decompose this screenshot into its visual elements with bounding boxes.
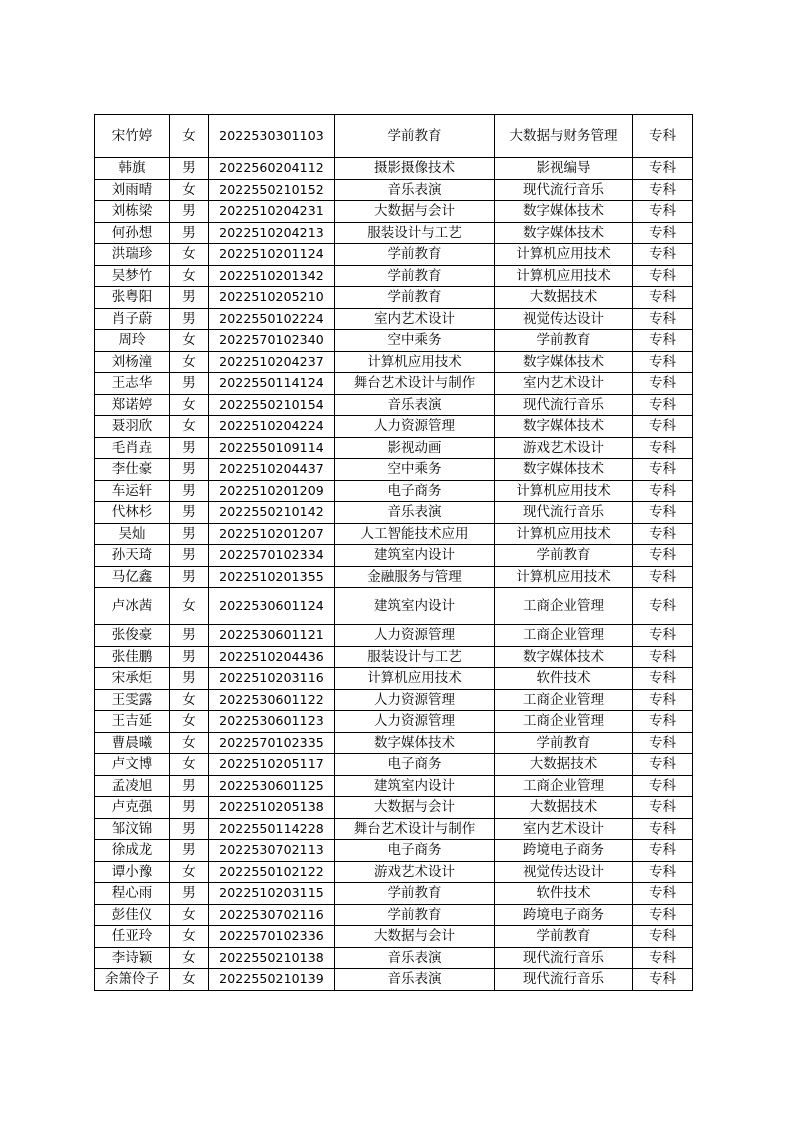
education-level-cell: 专科 [633,523,693,545]
gender-cell: 女 [170,711,209,733]
education-level-cell: 专科 [633,711,693,733]
student-name-cell: 徐成龙 [95,840,170,862]
student-id-cell: 2022530702113 [209,840,335,862]
education-level-cell: 专科 [633,115,693,158]
original-major-cell: 学前教育 [335,904,495,926]
student-id-cell: 2022530601124 [209,588,335,625]
education-level-cell: 专科 [633,646,693,668]
original-major-cell: 电子商务 [335,840,495,862]
student-name-cell: 周玲 [95,330,170,352]
gender-cell: 男 [170,883,209,905]
student-id-cell: 2022570102335 [209,732,335,754]
table-row [95,222,693,244]
student-name-cell: 孟凌旭 [95,775,170,797]
student-name-cell: 卢冰茜 [95,588,170,625]
new-major-cell: 大数据技术 [495,754,633,776]
new-major-cell: 室内艺术设计 [495,818,633,840]
original-major-cell: 人力资源管理 [335,625,495,647]
student-id-cell: 2022530601125 [209,775,335,797]
education-level-cell: 专科 [633,947,693,969]
education-level-cell: 专科 [633,308,693,330]
original-major-cell: 服装设计与工艺 [335,222,495,244]
new-major-cell: 计算机应用技术 [495,523,633,545]
new-major-cell: 计算机应用技术 [495,480,633,502]
education-level-cell: 专科 [633,287,693,309]
original-major-cell: 室内艺术设计 [335,308,495,330]
student-id-cell: 2022510201207 [209,523,335,545]
new-major-cell: 数字媒体技术 [495,201,633,223]
gender-cell: 男 [170,818,209,840]
table-row [95,818,693,840]
gender-cell: 男 [170,502,209,524]
student-name-cell: 张俊豪 [95,625,170,647]
original-major-cell: 电子商务 [335,754,495,776]
table-row [95,668,693,690]
table-row [95,244,693,266]
new-major-cell: 学前教育 [495,330,633,352]
education-level-cell: 专科 [633,502,693,524]
new-major-cell: 计算机应用技术 [495,566,633,588]
new-major-cell: 工商企业管理 [495,625,633,647]
gender-cell: 女 [170,926,209,948]
new-major-cell: 学前教育 [495,545,633,567]
education-level-cell: 专科 [633,201,693,223]
education-level-cell: 专科 [633,437,693,459]
student-name-cell: 李诗颖 [95,947,170,969]
new-major-cell: 大数据技术 [495,287,633,309]
table-row [95,480,693,502]
new-major-cell: 数字媒体技术 [495,222,633,244]
student-name-cell: 毛肖垚 [95,437,170,459]
student-id-cell: 2022550114228 [209,818,335,840]
table-row [95,330,693,352]
education-level-cell: 专科 [633,861,693,883]
new-major-cell: 数字媒体技术 [495,459,633,481]
original-major-cell: 音乐表演 [335,969,495,991]
student-id-cell: 2022510204237 [209,351,335,373]
gender-cell: 女 [170,754,209,776]
gender-cell: 男 [170,459,209,481]
student-table-body [95,115,693,991]
student-name-cell: 代林杉 [95,502,170,524]
original-major-cell: 空中乘务 [335,459,495,481]
student-name-cell: 聂羽欣 [95,416,170,438]
student-id-cell: 2022550102224 [209,308,335,330]
original-major-cell: 学前教育 [335,287,495,309]
gender-cell: 女 [170,861,209,883]
new-major-cell: 工商企业管理 [495,588,633,625]
gender-cell: 男 [170,480,209,502]
new-major-cell: 视觉传达设计 [495,308,633,330]
student-name-cell: 任亚玲 [95,926,170,948]
education-level-cell: 专科 [633,244,693,266]
new-major-cell: 数字媒体技术 [495,351,633,373]
student-name-cell: 刘杨潼 [95,351,170,373]
student-id-cell: 2022510203116 [209,668,335,690]
table-row [95,373,693,395]
student-id-cell: 2022550114124 [209,373,335,395]
gender-cell: 女 [170,330,209,352]
table-row [95,523,693,545]
student-name-cell: 韩旗 [95,158,170,180]
gender-cell: 男 [170,668,209,690]
table-row [95,351,693,373]
original-major-cell: 计算机应用技术 [335,351,495,373]
education-level-cell: 专科 [633,416,693,438]
gender-cell: 男 [170,158,209,180]
student-id-cell: 2022530601122 [209,689,335,711]
gender-cell: 男 [170,437,209,459]
table-row [95,158,693,180]
new-major-cell: 数字媒体技术 [495,646,633,668]
student-id-cell: 2022510201355 [209,566,335,588]
table-row [95,969,693,991]
table-row [95,179,693,201]
student-id-cell: 2022510203115 [209,883,335,905]
student-id-cell: 2022570102336 [209,926,335,948]
original-major-cell: 音乐表演 [335,179,495,201]
education-level-cell: 专科 [633,566,693,588]
table-row [95,459,693,481]
table-row [95,588,693,625]
table-row [95,201,693,223]
original-major-cell: 建筑室内设计 [335,545,495,567]
education-level-cell: 专科 [633,797,693,819]
education-level-cell: 专科 [633,351,693,373]
gender-cell: 女 [170,179,209,201]
gender-cell: 男 [170,523,209,545]
gender-cell: 男 [170,545,209,567]
gender-cell: 男 [170,775,209,797]
original-major-cell: 金融服务与管理 [335,566,495,588]
original-major-cell: 大数据与会计 [335,797,495,819]
new-major-cell: 计算机应用技术 [495,265,633,287]
education-level-cell: 专科 [633,818,693,840]
table-row [95,947,693,969]
education-level-cell: 专科 [633,754,693,776]
original-major-cell: 空中乘务 [335,330,495,352]
table-row [95,883,693,905]
student-name-cell: 宋竹婷 [95,115,170,158]
student-id-cell: 2022510201209 [209,480,335,502]
new-major-cell: 大数据技术 [495,797,633,819]
gender-cell: 女 [170,947,209,969]
student-name-cell: 郑诺婷 [95,394,170,416]
student-name-cell: 孙天琦 [95,545,170,567]
new-major-cell: 跨境电子商务 [495,904,633,926]
original-major-cell: 计算机应用技术 [335,668,495,690]
gender-cell: 女 [170,904,209,926]
table-row [95,502,693,524]
student-id-cell: 2022510204436 [209,646,335,668]
student-id-cell: 2022550109114 [209,437,335,459]
table-row [95,115,693,158]
gender-cell: 女 [170,394,209,416]
gender-cell: 女 [170,588,209,625]
education-level-cell: 专科 [633,158,693,180]
student-name-cell: 王吉延 [95,711,170,733]
student-id-cell: 2022510205210 [209,287,335,309]
original-major-cell: 影视动画 [335,437,495,459]
education-level-cell: 专科 [633,222,693,244]
original-major-cell: 人力资源管理 [335,689,495,711]
student-name-cell: 卢文博 [95,754,170,776]
new-major-cell: 现代流行音乐 [495,179,633,201]
education-level-cell: 专科 [633,668,693,690]
student-id-cell: 2022510204437 [209,459,335,481]
student-name-cell: 程心雨 [95,883,170,905]
student-name-cell: 卢克强 [95,797,170,819]
student-id-cell: 2022550210138 [209,947,335,969]
education-level-cell: 专科 [633,904,693,926]
gender-cell: 男 [170,308,209,330]
gender-cell: 女 [170,969,209,991]
original-major-cell: 建筑室内设计 [335,588,495,625]
new-major-cell: 软件技术 [495,883,633,905]
original-major-cell: 电子商务 [335,480,495,502]
gender-cell: 男 [170,646,209,668]
original-major-cell: 数字媒体技术 [335,732,495,754]
gender-cell: 女 [170,689,209,711]
student-id-cell: 2022510204213 [209,222,335,244]
education-level-cell: 专科 [633,459,693,481]
table-row [95,287,693,309]
new-major-cell: 工商企业管理 [495,775,633,797]
gender-cell: 女 [170,416,209,438]
student-name-cell: 曹晨曦 [95,732,170,754]
student-id-cell: 2022550210142 [209,502,335,524]
new-major-cell: 现代流行音乐 [495,394,633,416]
education-level-cell: 专科 [633,480,693,502]
new-major-cell: 学前教育 [495,732,633,754]
education-level-cell: 专科 [633,330,693,352]
original-major-cell: 学前教育 [335,265,495,287]
original-major-cell: 人力资源管理 [335,416,495,438]
student-name-cell: 余箫伶子 [95,969,170,991]
new-major-cell: 游戏艺术设计 [495,437,633,459]
student-id-cell: 2022550210154 [209,394,335,416]
new-major-cell: 工商企业管理 [495,711,633,733]
gender-cell: 女 [170,115,209,158]
table-row [95,437,693,459]
gender-cell: 男 [170,201,209,223]
original-major-cell: 服装设计与工艺 [335,646,495,668]
education-level-cell: 专科 [633,179,693,201]
student-id-cell: 2022530601121 [209,625,335,647]
student-name-cell: 吴梦竹 [95,265,170,287]
student-id-cell: 2022510205138 [209,797,335,819]
new-major-cell: 软件技术 [495,668,633,690]
table-row [95,689,693,711]
education-level-cell: 专科 [633,775,693,797]
student-name-cell: 洪瑞珍 [95,244,170,266]
original-major-cell: 舞台艺术设计与制作 [335,818,495,840]
gender-cell: 男 [170,222,209,244]
table-row [95,566,693,588]
original-major-cell: 大数据与会计 [335,201,495,223]
student-name-cell: 何孙想 [95,222,170,244]
original-major-cell: 人力资源管理 [335,711,495,733]
new-major-cell: 室内艺术设计 [495,373,633,395]
student-id-cell: 2022560204112 [209,158,335,180]
new-major-cell: 现代流行音乐 [495,947,633,969]
student-name-cell: 李仕豪 [95,459,170,481]
original-major-cell: 摄影摄像技术 [335,158,495,180]
student-id-cell: 2022550210152 [209,179,335,201]
table-row [95,861,693,883]
table-row [95,904,693,926]
education-level-cell: 专科 [633,545,693,567]
student-name-cell: 王雯露 [95,689,170,711]
gender-cell: 女 [170,244,209,266]
table-row [95,416,693,438]
original-major-cell: 学前教育 [335,115,495,158]
education-level-cell: 专科 [633,625,693,647]
original-major-cell: 音乐表演 [335,502,495,524]
original-major-cell: 学前教育 [335,883,495,905]
gender-cell: 男 [170,566,209,588]
student-name-cell: 马亿鑫 [95,566,170,588]
new-major-cell: 现代流行音乐 [495,502,633,524]
student-name-cell: 吴灿 [95,523,170,545]
table-row [95,545,693,567]
student-id-cell: 2022510201124 [209,244,335,266]
table-row [95,732,693,754]
education-level-cell: 专科 [633,883,693,905]
student-name-cell: 谭小豫 [95,861,170,883]
student-name-cell: 宋承炬 [95,668,170,690]
original-major-cell: 舞台艺术设计与制作 [335,373,495,395]
student-name-cell: 彭佳仪 [95,904,170,926]
table-row [95,711,693,733]
student-name-cell: 王志华 [95,373,170,395]
new-major-cell: 计算机应用技术 [495,244,633,266]
education-level-cell: 专科 [633,394,693,416]
student-name-cell: 刘雨晴 [95,179,170,201]
table-row [95,775,693,797]
table-row [95,926,693,948]
new-major-cell: 学前教育 [495,926,633,948]
original-major-cell: 学前教育 [335,244,495,266]
table-row [95,625,693,647]
education-level-cell: 专科 [633,373,693,395]
student-id-cell: 2022510201342 [209,265,335,287]
original-major-cell: 大数据与会计 [335,926,495,948]
table-row [95,646,693,668]
new-major-cell: 大数据与财务管理 [495,115,633,158]
education-level-cell: 专科 [633,588,693,625]
student-name-cell: 张粤阳 [95,287,170,309]
gender-cell: 男 [170,840,209,862]
table-row [95,265,693,287]
gender-cell: 女 [170,351,209,373]
gender-cell: 男 [170,287,209,309]
student-id-cell: 2022510205117 [209,754,335,776]
original-major-cell: 游戏艺术设计 [335,861,495,883]
gender-cell: 男 [170,373,209,395]
new-major-cell: 跨境电子商务 [495,840,633,862]
gender-cell: 女 [170,265,209,287]
student-name-cell: 肖子蔚 [95,308,170,330]
table-row [95,797,693,819]
gender-cell: 男 [170,797,209,819]
student-name-cell: 邹汶锦 [95,818,170,840]
new-major-cell: 视觉传达设计 [495,861,633,883]
education-level-cell: 专科 [633,926,693,948]
new-major-cell: 影视编导 [495,158,633,180]
original-major-cell: 建筑室内设计 [335,775,495,797]
table-row [95,754,693,776]
student-id-cell: 2022550102122 [209,861,335,883]
new-major-cell: 现代流行音乐 [495,969,633,991]
original-major-cell: 音乐表演 [335,947,495,969]
student-id-cell: 2022510204231 [209,201,335,223]
student-id-cell: 2022530301103 [209,115,335,158]
student-id-cell: 2022550210139 [209,969,335,991]
student-id-cell: 2022530702116 [209,904,335,926]
table-row [95,840,693,862]
new-major-cell: 数字媒体技术 [495,416,633,438]
original-major-cell: 人工智能技术应用 [335,523,495,545]
original-major-cell: 音乐表演 [335,394,495,416]
student-id-cell: 2022510204224 [209,416,335,438]
education-level-cell: 专科 [633,265,693,287]
gender-cell: 男 [170,625,209,647]
table-row [95,308,693,330]
education-level-cell: 专科 [633,689,693,711]
student-id-cell: 2022570102340 [209,330,335,352]
student-name-cell: 车运轩 [95,480,170,502]
student-id-cell: 2022570102334 [209,545,335,567]
education-level-cell: 专科 [633,732,693,754]
table-row [95,394,693,416]
education-level-cell: 专科 [633,840,693,862]
gender-cell: 女 [170,732,209,754]
student-id-cell: 2022530601123 [209,711,335,733]
student-name-cell: 刘栋梁 [95,201,170,223]
student-table [94,114,693,991]
student-name-cell: 张佳鹏 [95,646,170,668]
new-major-cell: 工商企业管理 [495,689,633,711]
education-level-cell: 专科 [633,969,693,991]
